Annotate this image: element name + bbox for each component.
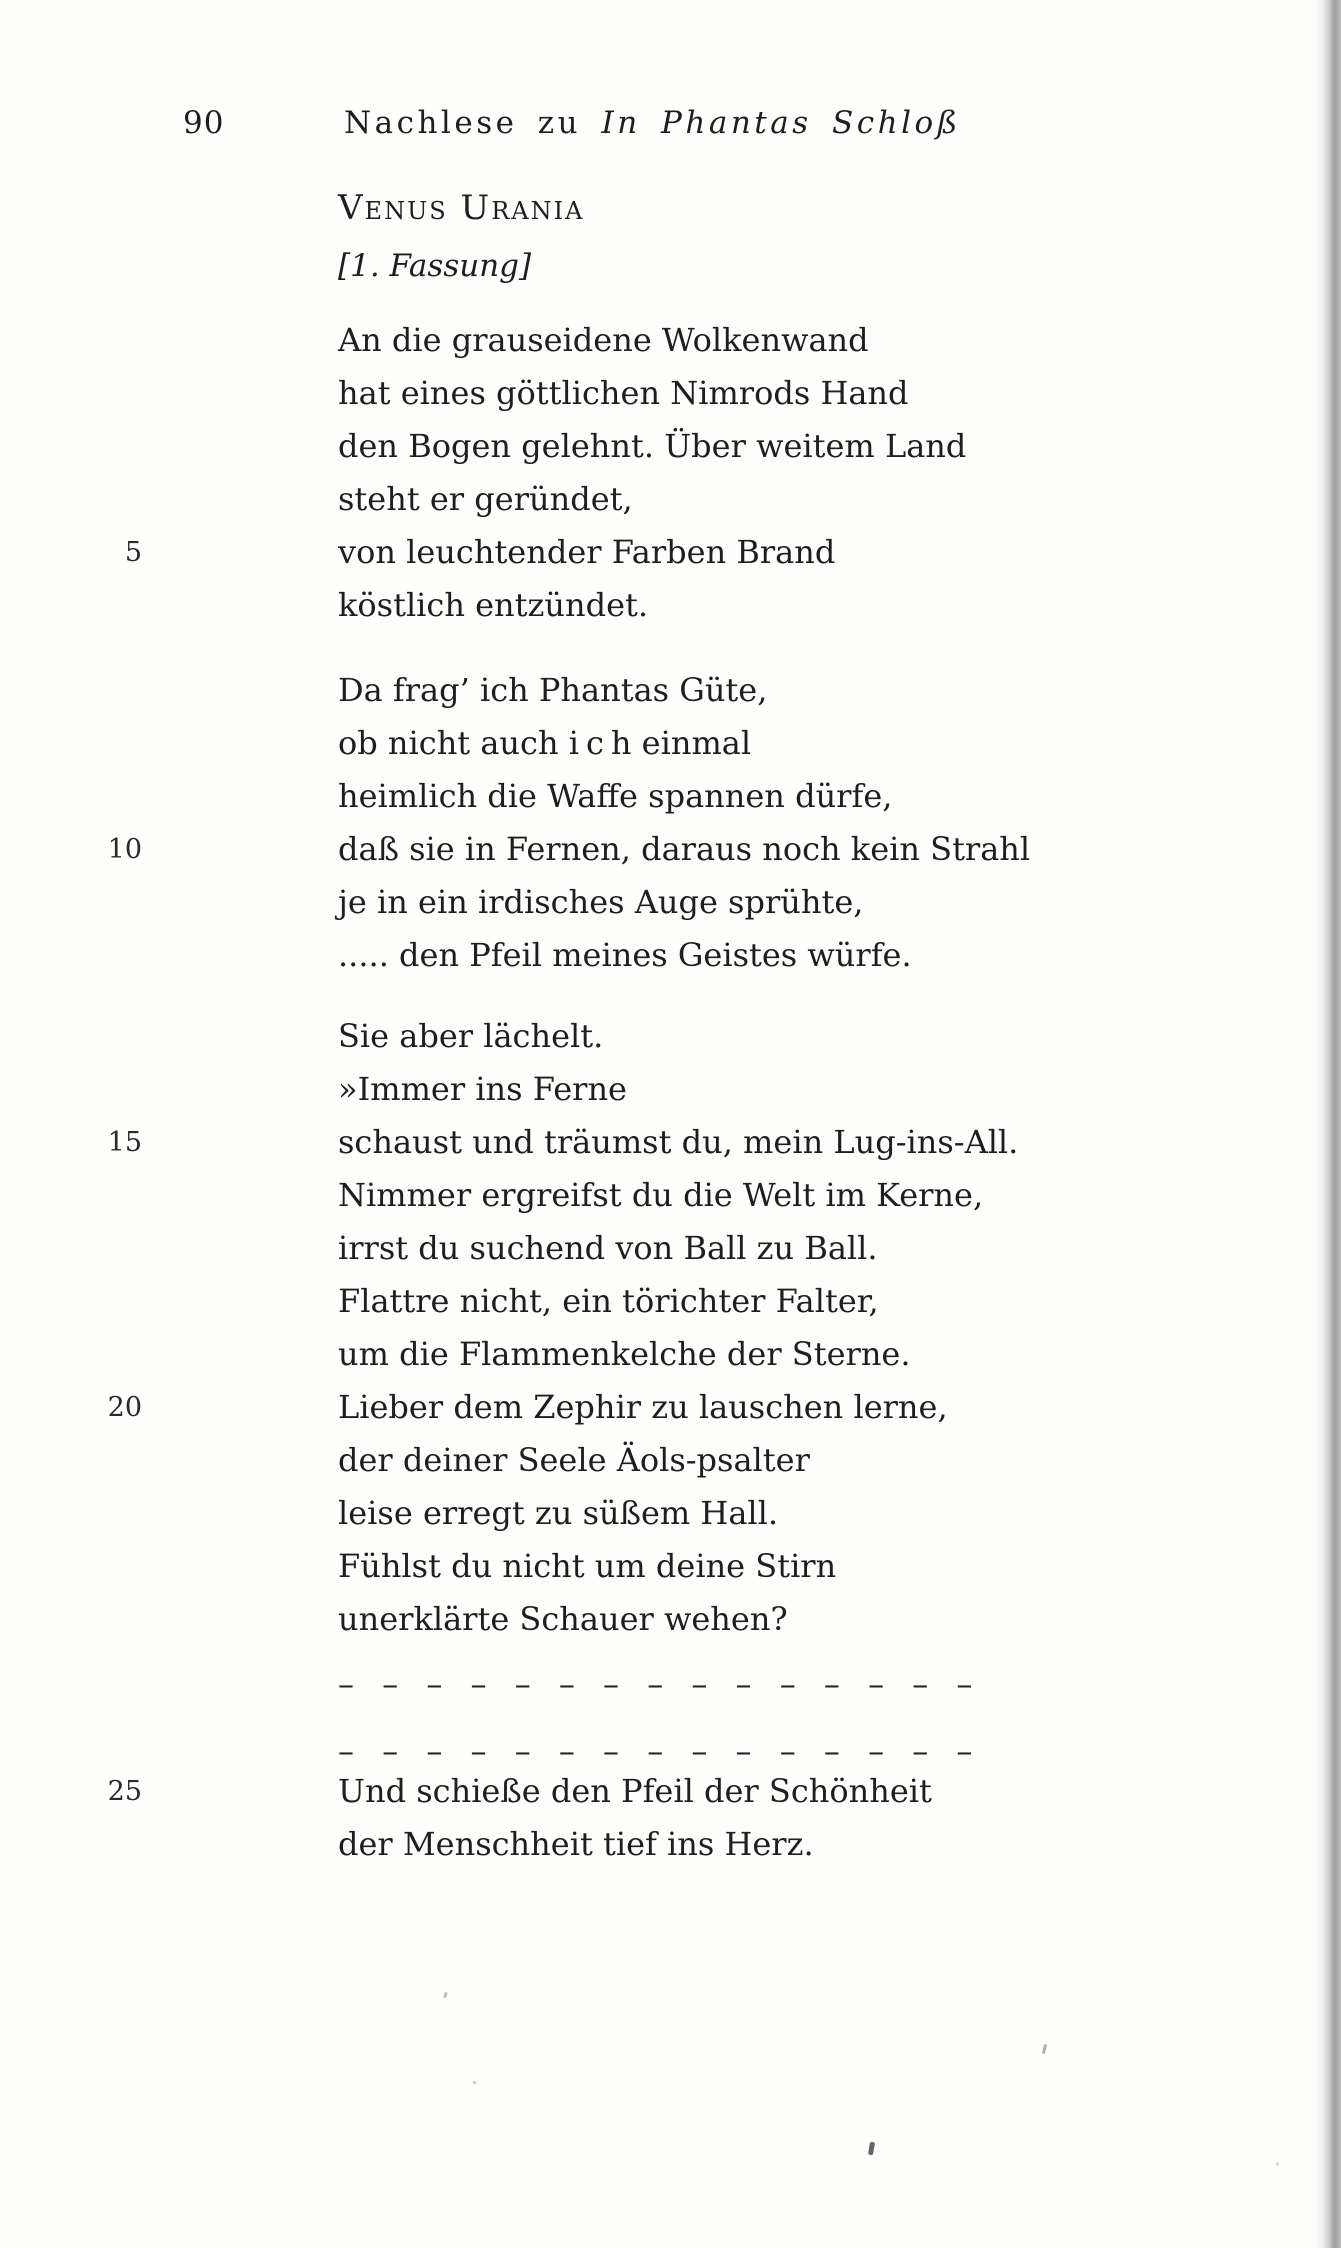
poem-line: Da frag’ ich Phantas Güte, [338, 671, 768, 709]
poem-line: Und schieße den Pfeil der Schönheit [338, 1772, 932, 1810]
verse-line-number: 15 [107, 1127, 142, 1158]
scan-speck [443, 1992, 448, 1999]
emphasized-word: ich [568, 724, 639, 762]
omission-dash-line: – – – – – – – – – – – – – – – [338, 1732, 973, 1770]
poem-line [338, 717, 1030, 770]
poem-line: Sie aber lächelt. [338, 1017, 604, 1055]
poem-line: um die Flammenkelche der Sterne. [338, 1335, 911, 1373]
stanza-2 [338, 664, 1030, 982]
scan-speck [1276, 2162, 1279, 2166]
verse-line-number: 10 [107, 834, 142, 865]
scan-speck [868, 2142, 875, 2156]
stanza-1 [338, 314, 966, 632]
poem-line: daß sie in Fernen, daraus noch kein Strahl [338, 830, 1031, 868]
poem-line: köstlich entzündet. [338, 586, 649, 624]
poem-line: von leuchtender Farben Brand [338, 533, 836, 571]
poem-line: Nimmer ergreifst du die Welt im Kerne, [338, 1176, 984, 1214]
running-head-title [344, 100, 961, 146]
poem-line: ..... den Pfeil meines Geistes würfe. [338, 936, 912, 974]
line-segment: ob nicht auch [338, 724, 569, 762]
poem-line: irrst du suchend von Ball zu Ball. [338, 1229, 878, 1267]
poem-line: Lieber dem Zephir zu lauschen lerne, [338, 1388, 948, 1426]
running-head-italic: In Phantas Schloß [601, 105, 961, 141]
poem-line: den Bogen gelehnt. Über weitem Land [338, 427, 967, 465]
scan-speck [473, 2081, 476, 2084]
poem-line: Fühlst du nicht um deine Stirn [338, 1547, 837, 1585]
poem-line: der Menschheit tief ins Herz. [338, 1825, 814, 1863]
running-head-normal: Nachlese zu [344, 105, 582, 141]
page-number: 90 [183, 105, 225, 141]
poem-line: steht er geründet, [338, 480, 633, 518]
poem-line: hat eines göttlichen Nimrods Hand [338, 374, 909, 412]
poem-line: der deiner Seele Äols-psalter [338, 1441, 810, 1479]
verse-line-number: 5 [124, 537, 142, 568]
poem-title: Venus Urania [338, 188, 585, 228]
omission-dash-line: – – – – – – – – – – – – – – – [338, 1665, 973, 1703]
verse-line-number: 20 [107, 1392, 142, 1423]
verse-line-number: 25 [107, 1776, 142, 1807]
scan-speck [1042, 2044, 1047, 2054]
stanza-3 [338, 1010, 1018, 1646]
poem-line: schaust und träumst du, mein Lug-ins-All. [338, 1123, 1019, 1161]
line-segment: einmal [631, 724, 752, 762]
poem-line: An die grauseidene Wolkenwand [338, 321, 869, 359]
poem-line: Flattre nicht, ein törichter Falter, [338, 1282, 879, 1320]
poem-line: »Immer ins Ferne [338, 1070, 627, 1108]
page-gutter-shadow [1315, 0, 1341, 2248]
stanza-4 [338, 1765, 932, 1871]
poem-subtitle: [1. Fassung] [338, 248, 532, 284]
poem-line: heimlich die Waffe spannen dürfe, [338, 777, 893, 815]
poem-line: unerklärte Schauer wehen? [338, 1600, 788, 1638]
running-head [0, 100, 1341, 146]
poem-line: je in ein irdisches Auge sprühte, [338, 883, 864, 921]
poem-line: leise erregt zu süßem Hall. [338, 1494, 779, 1532]
